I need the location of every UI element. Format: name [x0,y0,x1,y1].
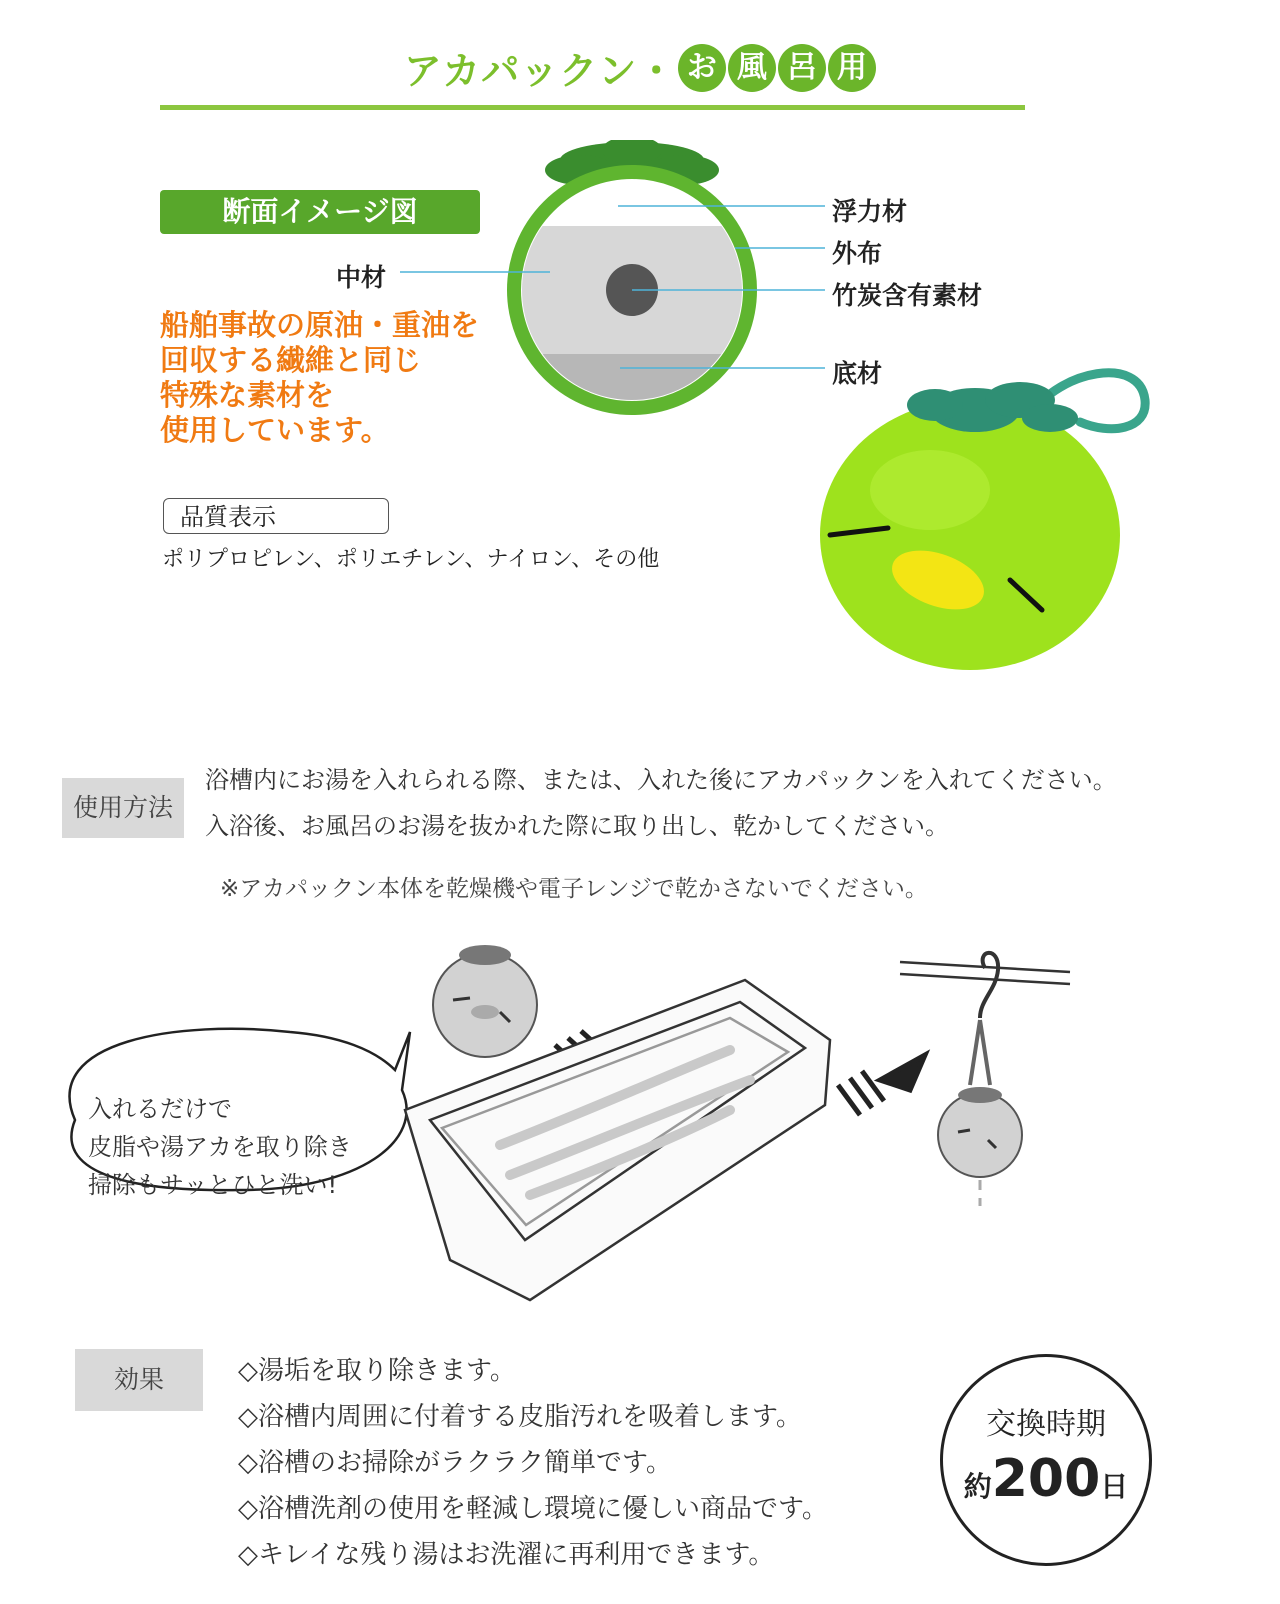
exchange-period-badge [940,1354,1152,1566]
title-prefix: アカパックン・ [403,49,677,93]
title-divider [160,105,1025,110]
exchange-number: 200 [991,1449,1101,1509]
cross-section-badge: 断面イメージ図 [160,190,480,234]
effects-label: 効果 [75,1349,203,1411]
page-title [0,40,1280,95]
usage-line-2: 入浴後、お風呂のお湯を抜かれた際に取り出し、乾かしてください。 [205,812,949,840]
quality-materials: ポリプロピレン、ポリエチレン、ナイロン、その他 [162,547,660,572]
arrow-right-icon [838,1055,925,1115]
effect-item-5: ◇キレイな残り湯はお洗濯に再利用できます。 [238,1540,775,1570]
exchange-value: 約200日 [963,1449,1129,1509]
bubble-text: 入れるだけで 皮脂や湯アカを取り除き 掃除もサッとひと洗い! [88,1095,352,1199]
product-ball [820,400,1120,670]
label-outer-cloth: 外布 [832,239,883,268]
label-bottom-material: 底材 [832,359,883,388]
material-description: 船舶事故の原油・重油を 回収する繊維と同じ 特殊な素材を 使用しています。 [160,308,480,447]
character-icon [433,945,537,1057]
label-core-material: 中材 [336,263,387,292]
effect-item-2: ◇浴槽内周囲に付着する皮脂汚れを吸着します。 [238,1402,802,1432]
effect-item-4: ◇浴槽洗剤の使用を軽減し環境に優しい商品です。 [238,1494,828,1524]
effect-item-3: ◇浴槽のお掃除がラクラク簡単です。 [238,1448,672,1478]
quality-label: 品質表示 [163,498,389,534]
title-char-2: 風 [728,44,776,92]
usage-label: 使用方法 [62,778,184,838]
usage-note: ※アカパックン本体を乾燥機や電子レンジで乾かさないでください。 [220,876,928,902]
label-floating-material: 浮力材 [832,197,908,226]
title-char-4: 用 [828,44,876,92]
exchange-title: 交換時期 [986,1407,1106,1442]
hanging-character-icon [938,1020,1022,1206]
product-image [810,360,1170,680]
usage-line-1: 浴槽内にお湯を入れられる際、または、入れた後にアカパックンを入れてください。 [205,766,1117,794]
label-charcoal-material: 竹炭含有素材 [832,281,983,310]
title-char-3: 呂 [778,44,826,92]
effect-item-1: ◇湯垢を取り除きます。 [238,1356,516,1386]
title-char-1: お [678,44,726,92]
hook-icon [980,953,998,1018]
